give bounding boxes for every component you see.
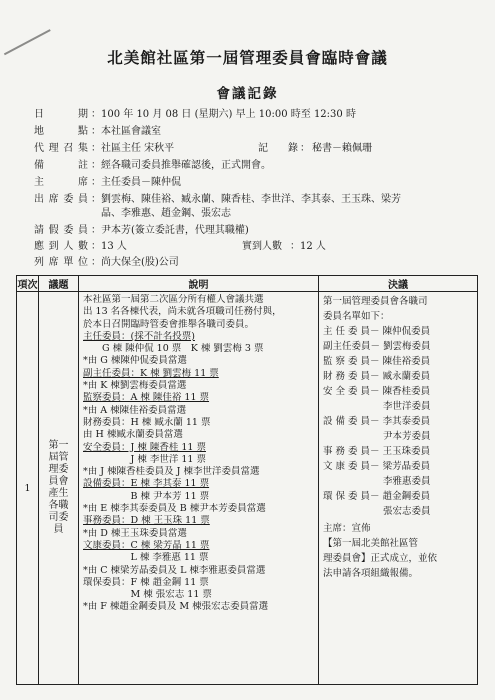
resolution-line: 委員名單如下： (323, 311, 390, 322)
item-topic-cell (39, 292, 79, 685)
minutes-table (16, 275, 478, 685)
resolution-line: 第一屆管理委員會各職司 (323, 296, 428, 307)
description-line: *由 E 棟李其泰委員及 B 棟尹本芳委員當選 (83, 503, 266, 515)
description-line: M 棟 張宏志 11 票 (83, 589, 212, 601)
absent-label: 請假委員 (34, 225, 88, 236)
convener-value: 社區主任 宋秋平 (101, 143, 175, 154)
description-line: 事務委員：D 棟 王玉珠 11 票 (83, 515, 210, 527)
place-label: 地 點 (34, 126, 88, 137)
resolution-line: 【第一屆北美館社區管 (323, 538, 419, 549)
description-line: 環保委員：F 棟 趙金鋼 11 票 (83, 576, 209, 588)
actual-value: 12 人 (300, 241, 326, 252)
description-line: G 棟 陳仲侃 10 票 K 棟 劉雲梅 3 票 (83, 343, 264, 355)
attendee-unit-value: 尚大保全(股)公司 (101, 257, 179, 268)
description-line: *由 K 棟劉雲梅委員當選 (83, 380, 187, 392)
resolution-line: 李雅惠委員 (323, 476, 431, 487)
resolution-line: 尹本芳委員 (323, 431, 431, 442)
description-line: *由 F 棟趙金鋼委員及 M 棟張宏志委員當選 (83, 601, 269, 613)
description-line: 安全委員：J 棟 陳香桂 11 票 (83, 441, 206, 453)
note-value: 經各職司委員推舉確認後，正式開會。 (101, 160, 271, 171)
resolution-line: 李世洋委員 (323, 401, 431, 412)
description-line: 本社區第一屆第二次區分所有權人會議共選 (83, 294, 264, 305)
convener-label: 代理召集 (34, 143, 88, 154)
resolution-line: 張宏志委員 (323, 506, 431, 517)
table-row (17, 292, 478, 685)
header-topic: 議題 (39, 276, 79, 292)
note-label: 備 註 (34, 160, 88, 171)
place-value: 本社區會議室 (101, 126, 161, 137)
attendees-label: 出席委員 (34, 194, 88, 205)
description-cell (79, 292, 319, 685)
item-topic: 第一屆管理委員會產生各職司委員 (48, 440, 69, 535)
document-title: 北美館社區第一屆管理委員會臨時會議 (107, 48, 388, 67)
should-value: 13 人 (101, 241, 127, 252)
description-line: 財務委員：H 棟 臧永蘭 11 票 (83, 416, 211, 428)
description-line: 文康委員：C 棟 梁芳晶 11 票 (83, 539, 210, 551)
description-line: *由 G 棟陳仲侃委員當選 (83, 355, 187, 367)
should-label: 應到人數 (34, 241, 88, 252)
header-description: 說明 (79, 276, 319, 292)
attendees-line-1: 劉雲梅、陳佳裕、臧永蘭、陳香桂、李世洋、李其泰、王玉珠、梁芳 (101, 194, 401, 205)
description-line: 於本日召開臨時管委會推舉各職司委員。 (83, 318, 255, 330)
resolution-line: 設 備 委 員－ 李其泰委員 (323, 416, 431, 427)
recorder-value: 秘書－賴佩珊 (312, 143, 372, 154)
chair-label: 主 席 (34, 177, 88, 188)
date-value: 100 年 10 月 08 日 (星期六) 早上 10:00 時至 12:30 時 (101, 109, 356, 120)
resolution-line: 事 務 委 員－ 王玉珠委員 (323, 446, 431, 457)
description-line: 由 H 棟臧永蘭委員當選 (83, 429, 183, 441)
document-subtitle: 會議記錄 (216, 86, 279, 102)
info-attendees: 出席委員 ： 劉雲梅、陳佳裕、臧永蘭、陳香桂、李世洋、李其泰、王玉珠、梁芳 晶、李雅惠、趙金鋼、張宏志 (34, 193, 474, 221)
header-item-no: 項次 (17, 276, 39, 292)
description-line: B 棟 尹本芳 11 票 (83, 490, 210, 502)
description-line: 出 13 名各棟代表，尚未就各項職司任務付與， (83, 306, 282, 318)
description-line: 監察委員：A 棟 陳佳裕 11 票 (83, 392, 210, 404)
resolution-line: 法申請各項組織報備。 (323, 568, 419, 579)
recorder-label: 記 錄 (258, 143, 298, 154)
resolution-line: 理委員會】正式成立，並依 (323, 553, 438, 564)
item-number: 1 (17, 292, 39, 685)
description-line: *由 J 棟陳香桂委員及 J 棟李世洋委員當選 (83, 466, 260, 478)
description-line: J 棟 李世洋 11 票 (83, 453, 206, 465)
resolution-line: 財 務 委 員－ 臧永蘭委員 (323, 371, 431, 382)
description-line: 設備委員：E 棟 李其泰 11 票 (83, 478, 210, 490)
resolution-line: 監 察 委 員－ 陳佳裕委員 (323, 356, 431, 367)
table-header-row (17, 276, 478, 292)
description-line: *由 A 棟陳佳裕委員當選 (83, 404, 187, 416)
resolution-line: 環 保 委 員－ 趙金鋼委員 (323, 491, 431, 502)
resolution-line: 主 任 委 員－ 陳仲侃委員 (323, 326, 431, 337)
description-line: *由 C 棟梁芳晶委員及 L 棟李雅惠委員當選 (83, 564, 266, 576)
resolution-line: 副主任委員－ 劉雲梅委員 (323, 341, 431, 352)
description-line: L 棟 李雅惠 11 票 (83, 552, 209, 564)
attendees-line-2: 晶、李雅惠、趙金鋼、張宏志 (101, 208, 231, 219)
document-page: 北美館社區第一屆管理委員會臨時會議 會議記錄 日 期 ： 100 年 10 月 08 日 (星期六) 早上 10:00 時至 12:30 時 地 點 ： 本社區會議室 代理召集 ： 社區主任 宋秋平 記 錄 ： 秘書－賴佩珊 備 註 ： 經各職司委員推舉確認後，正式開會。 主 席 ： 主任委員－陳仲侃 出席委員 ： 劉雲梅、陳佳裕、臧永蘭、陳香桂、李世洋、李其泰、王玉珠、梁芳 晶、李雅惠、趙金鋼、張宏志 請假委員 ： 尹本芳(簽立委託書，代理其職權) 應到人數 ： 13 人 實到人數 ： 12 人 列席單位 ： 尚大保全(股)公司 項次 議題 說明 決議 1 第一屆管理委員會產生各職司委員 本社區第一屆第二次區分所有權人會議共選 出 13 名各棟代表，尚未就各項職司任務付與， 於本日召開臨時管委會推舉各職司委員。 主任委員：(採不計名投票) G 棟 陳仲侃 10 票 K 棟 劉雲梅 3 票 *由 G 棟陳仲侃委員當選 副主任委員：K 棟 劉雲梅 11 票 *由 K 棟劉雲梅委員當選 監察委員：A 棟 陳佳裕 11 票 *由 A 棟陳佳裕委員當選 財務委員：H 棟 臧永蘭 11 票 由 H 棟臧永蘭委員當選 安全委員：J 棟 陳香桂 11 票 J 棟 李世洋 11 票 *由 J 棟陳香桂委員及 J 棟李世洋委員當選 設備委員：E 棟 李其泰 11 票 B 棟 尹本芳 11 票 *由 E 棟李其泰委員及 B 棟尹本芳委員當選 事務委員：D 棟 王玉珠 11 票 *由 D 棟王玉珠委員當選 文康委員：C 棟 梁芳晶 11 票 L 棟 李雅惠 11 票 *由 C 棟梁芳晶委員及 L 棟李雅惠委員當選 環保委員：F 棟 趙金鋼 11 票 M 棟 張宏志 11 票 *由 F 棟趙金鋼委員及 M 棟張宏志委員當選 第一屆管理委員會各職司 委員名單如下： 主 任 委 員－ 陳仲侃委員 副主任委員－ 劉雲梅委員 監 察 委 員－ 陳佳裕委員 財 務 委 員－ 臧永蘭委員 安 全 委 員－ 陳香桂委員 李世洋委員 設 備 委 員－ 李其泰委員 尹本芳委員 事 務 委 員－ 王玉珠委員 文 康 委 員－ 梁芳晶委員 李雅惠委員 環 保 委 員－ 趙金鋼委員 張宏志委員 主席：宣佈 【第一屆北美館社區管 理委員會】正式成立，並依 法申請各項組織報備。 (0, 0, 495, 700)
description-line: *由 D 棟王玉珠委員當選 (83, 527, 187, 539)
chair-value: 主任委員－陳仲侃 (101, 177, 181, 188)
resolution-line: 文 康 委 員－ 梁芳晶委員 (323, 461, 431, 472)
header-resolution: 決議 (319, 276, 478, 292)
date-label: 日 期 (34, 109, 88, 120)
resolution-line: 主席：宣佈 (323, 523, 371, 534)
attendee-unit-label: 列席單位 (34, 257, 88, 268)
resolution-line: 安 全 委 員－ 陳香桂委員 (323, 386, 431, 397)
absent-value: 尹本芳(簽立委託書，代理其職權) (101, 225, 249, 236)
description-line: 主任委員：(採不計名投票) (83, 330, 195, 342)
actual-label: 實到人數 (242, 241, 282, 252)
resolution-cell (319, 292, 478, 685)
description-line: 副主任委員：K 棟 劉雲梅 11 票 (83, 367, 219, 379)
